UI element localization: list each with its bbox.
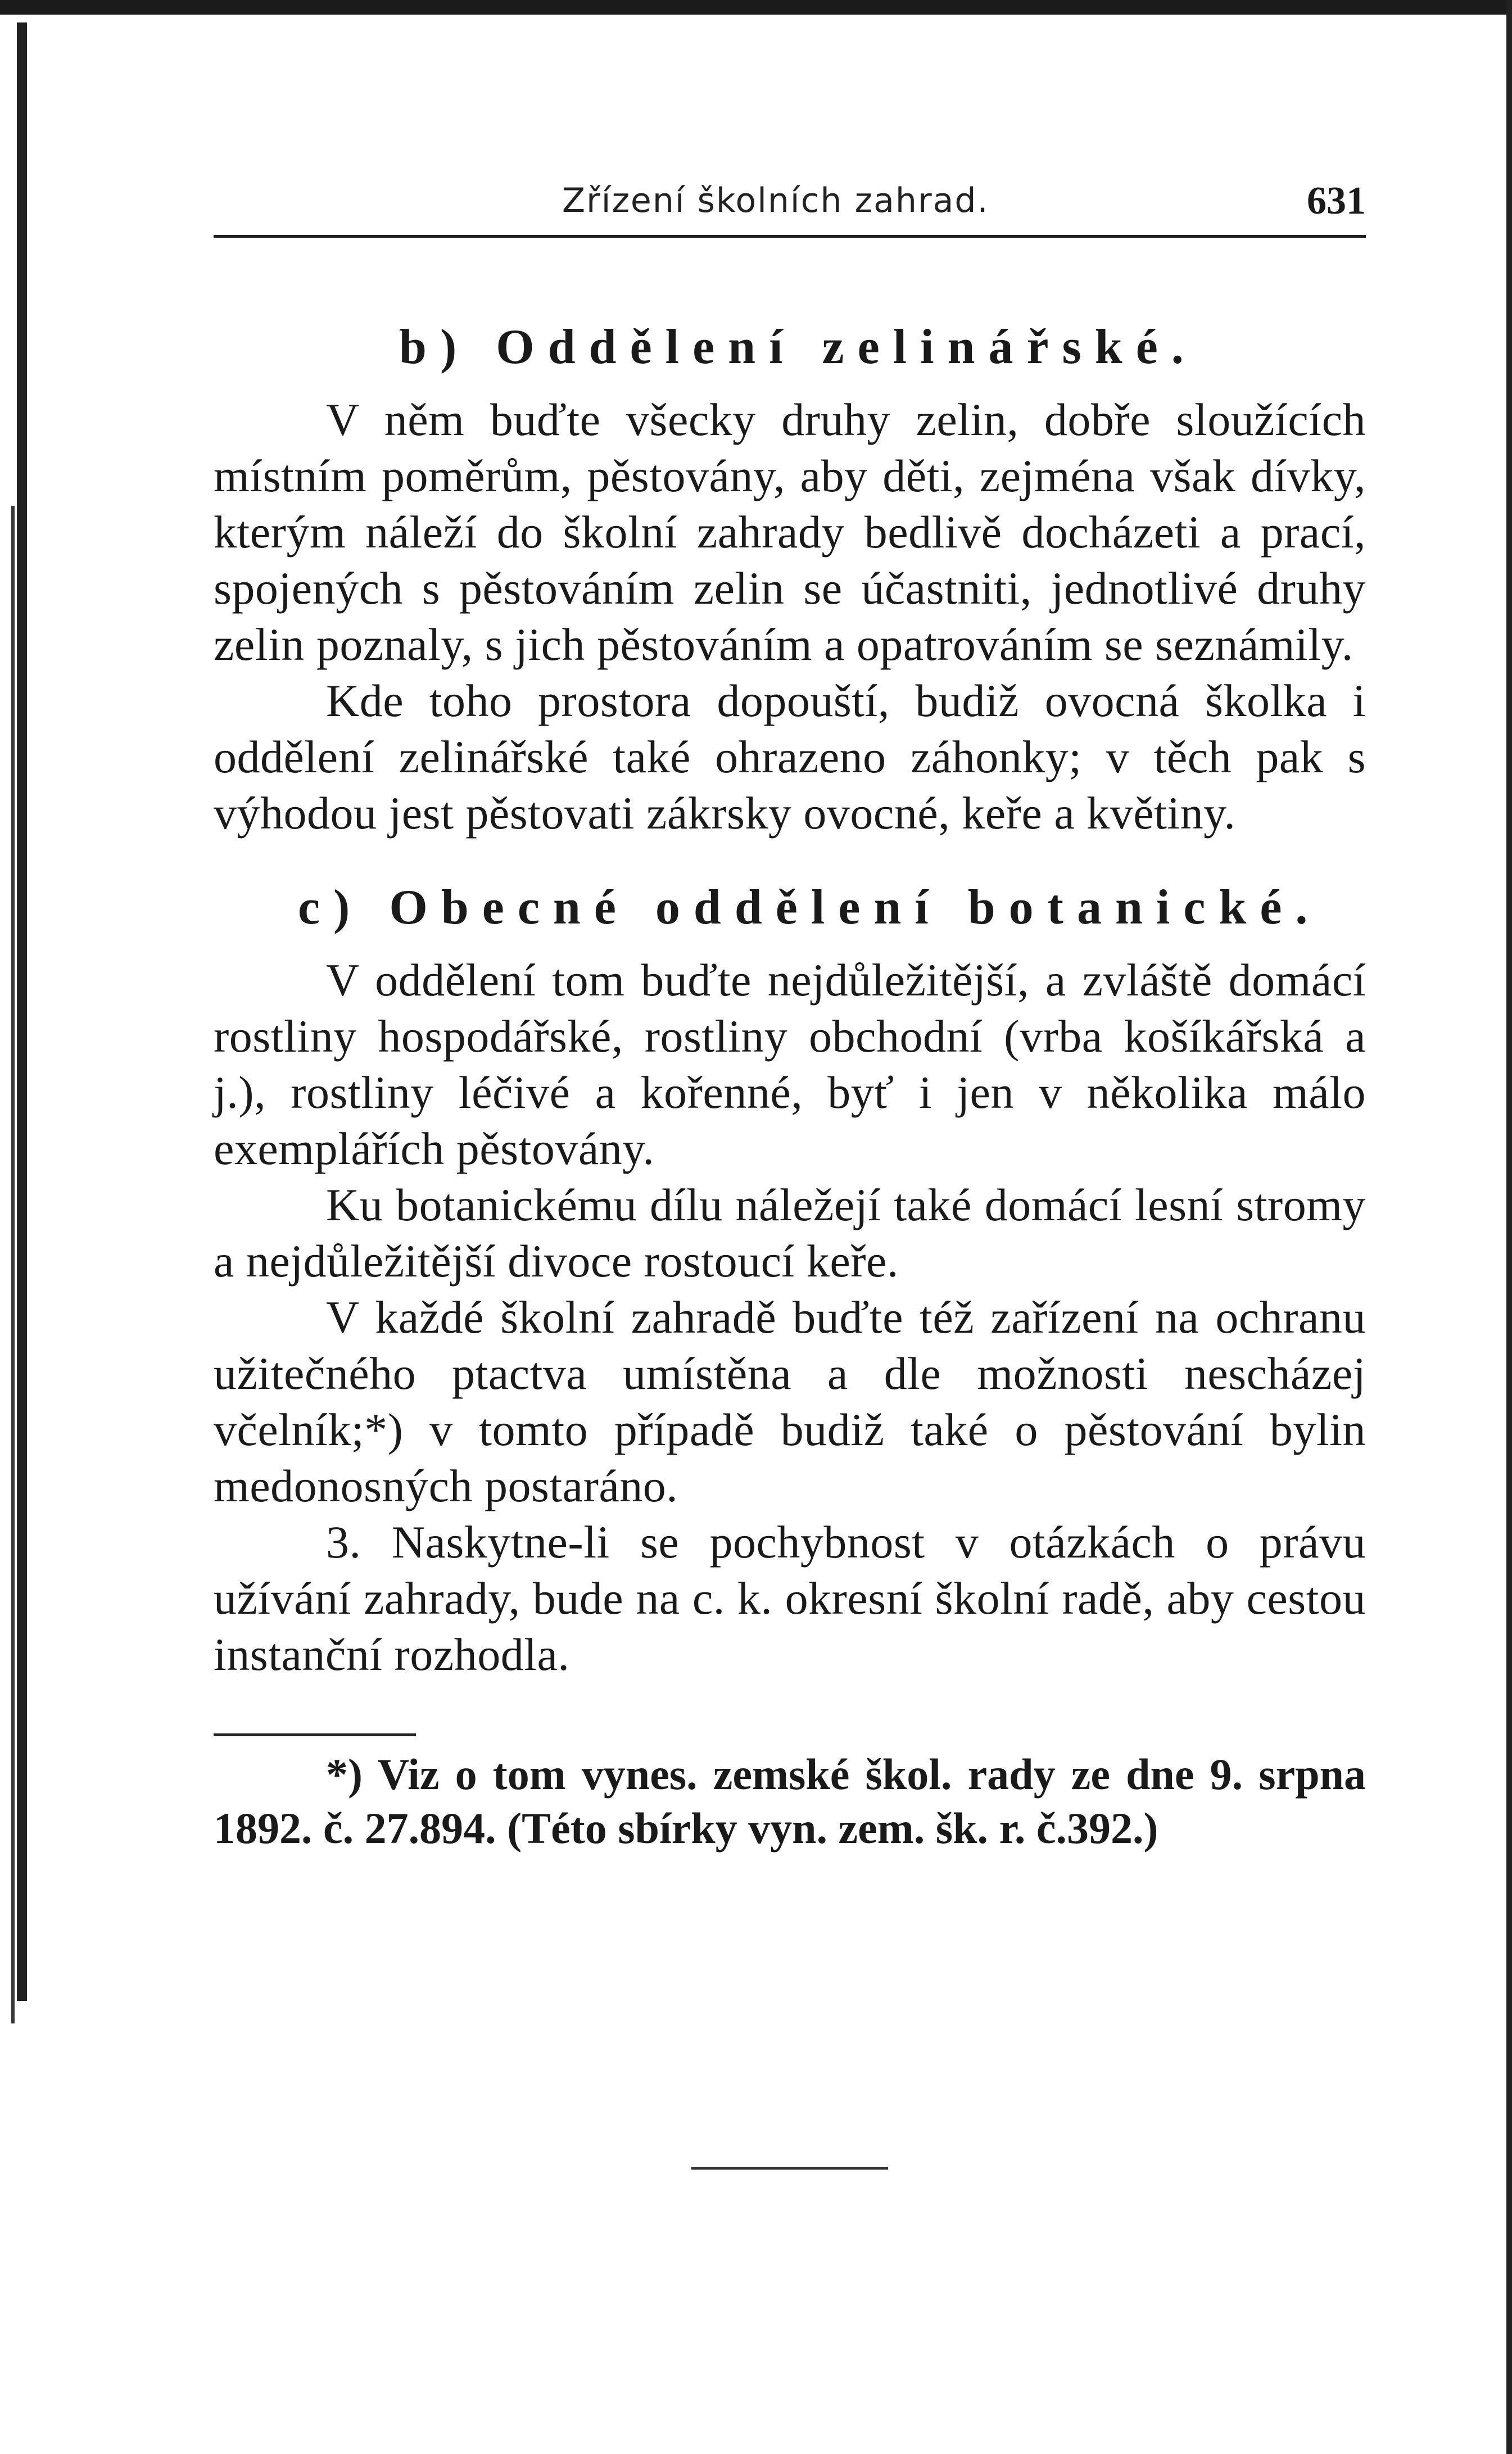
scan-left-shadow — [11, 506, 15, 2023]
section-heading-b: b) Oddělení zelinářské. — [399, 320, 1197, 374]
paragraph: Ku botanickému dílu náležejí také domácí lesní stromy a nejdůležitější divoce rostoucí keře. — [214, 1179, 1366, 1287]
paragraph: 3. Naskytne-li se pochybnost v otázkách o právu užívání zahrady, bude na c. k. okresní školní radě, aby cestou instanční rozhodla. — [214, 1516, 1366, 1680]
page-header — [214, 169, 1366, 236]
section-heading-c: c) Obecné oddělení botanické. — [298, 880, 1321, 935]
scan-left-binding-edge — [17, 22, 27, 2001]
scan-top-border — [0, 0, 1512, 15]
paragraph: V oddělení tom buďte nejdůležitější, a zvláště domácí rostliny hospodářské, rostliny obchodní (vrba košíkářská a j.), rostliny léčivé a kořenné, byť i jen v několika málo exemplářích pěstovány. — [214, 954, 1366, 1174]
bottom-rule — [691, 2167, 888, 2170]
paragraph: V každé školní zahradě buďte též zařízení na ochranu užitečného ptactva umístěna a dle možnosti nescházej včelník;*) v tomto případě budiž také o pěstování bylin medonosných postaráno. — [214, 1291, 1366, 1511]
page-number: 631 — [1307, 179, 1366, 223]
scan-right-border — [1506, 0, 1512, 2454]
running-title: Zřízení školních zahrad. — [562, 181, 989, 220]
book-page — [214, 169, 1366, 1855]
footnote: *) Viz o tom vynes. zemské škol. rady ze dne 9. srpna 1892. č. 27.894. (Této sbírky vyn. zem. šk. r. č.392.) — [214, 1749, 1366, 1853]
paragraph: V něm buďte všecky druhy zelin, dobře sloužících místním poměrům, pěstovány, aby děti, zejména však dívky, kterým náleží do školní zahrady bedlivě docházeti a prací, spojených s pěstováním zelin se účastniti, jednotlivé druhy zelin poznaly, s jich pěstováním a opatrováním se seznámily. — [214, 393, 1366, 670]
footnote-rule — [214, 1733, 416, 1736]
paragraph: Kde toho prostora dopouští, budiž ovocná školka i oddělení zelinářské také ohrazeno záhonky; v těch pak s výhodou jest pěstovati zákrsky ovocné, keře a květiny. — [214, 674, 1366, 839]
header-rule — [214, 235, 1366, 238]
